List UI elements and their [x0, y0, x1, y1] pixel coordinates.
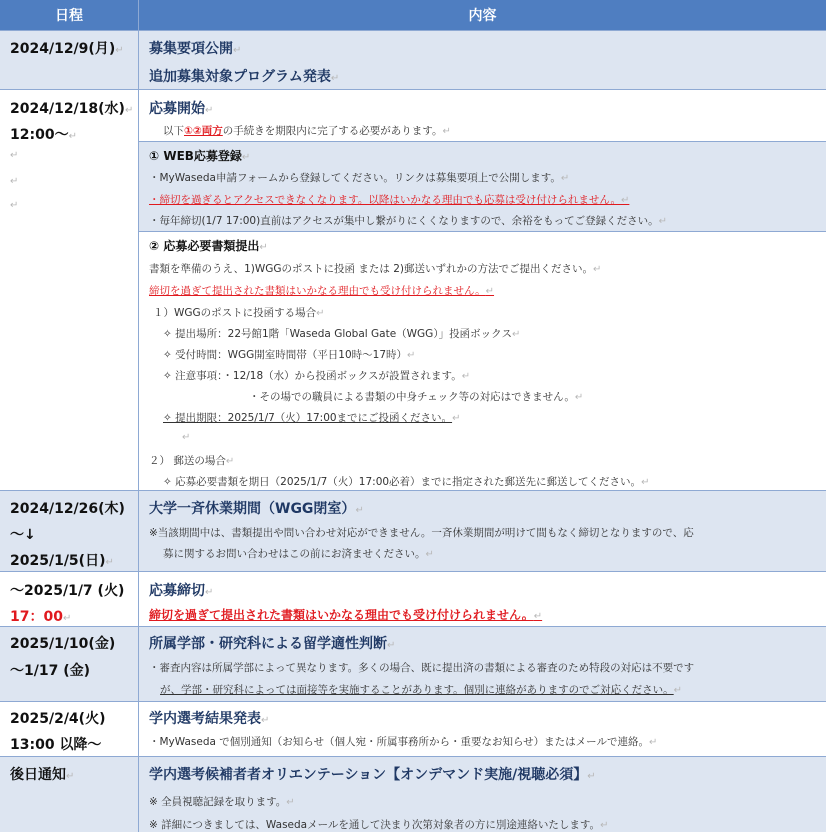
row2-title: 応募開始↵	[149, 101, 214, 117]
row5-date2: ～1/17 (金)	[10, 663, 91, 679]
row6-date1: 2025/2/4(火)	[10, 711, 106, 727]
web-line1: ・MyWaseda申請フォームから登録してください。リンクは募集要項上で公開します。↵	[149, 172, 570, 184]
row2-date1: 2024/12/18(水)↵	[10, 101, 134, 117]
divider	[0, 626, 826, 627]
row4-line1: 締切を過ぎて提出された書類はいかなる理由でも受け付けられません。↵	[149, 608, 543, 622]
doc-line2: 締切を過ぎて提出された書類はいかなる理由でも受け付けられません。↵	[149, 285, 495, 297]
row7-line1: ※ 全員視聴記録を取ります。↵	[149, 796, 295, 808]
web-line3: ・毎年締切(1/7 17:00)直前はアクセスが集中し繋がりにくくなりますので、余裕をもってご登録ください。↵	[149, 215, 668, 227]
web-line2: ・締切を過ぎるとアクセスできなくなります。以降はいかなる理由でも応募は受け付けられません。↵	[149, 194, 630, 206]
header-content	[139, 0, 826, 30]
row4-date2: 17：00↵	[10, 609, 72, 625]
row3-date3: 2025/1/5(日)↵	[10, 553, 114, 569]
doc-sub1: １）WGGのポストに投函する場合↵	[153, 307, 325, 319]
doc-sub2: ２） 郵送の場合↵	[149, 455, 235, 467]
header-content-label: 内容	[468, 8, 497, 24]
row2-intro: 以下①②両方の手続きを期限内に完了する必要があります。↵	[163, 125, 451, 137]
row4-date1: ～2025/1/7 (火)	[10, 583, 125, 599]
row5-date1: 2025/1/10(金)	[10, 636, 116, 652]
row6-date2: 13:00 以降～	[10, 737, 102, 753]
doc-sub1-a: ✧ 提出場所：22号館1階「Waseda Global Gate（WGG）」投函ボックス↵	[163, 328, 521, 340]
row3-date2: ～↓	[10, 527, 36, 543]
divider	[0, 30, 826, 31]
row7-title: 学内選考候補者者オリエンテーション【オンデマンド実施/視聴必須】↵	[149, 767, 596, 783]
row5-line2: が、学部・研究科によっては面接等を実施することがあります。個別に連絡がありますのでご対応ください。↵	[160, 684, 683, 696]
doc-sub1-d: ・その場での職員による書類の中身チェック等の対応はできません。↵	[249, 391, 584, 403]
row1-title2: 追加募集対象プログラム発表↵	[149, 69, 340, 85]
row3-date1: 2024/12/26(木)	[10, 501, 125, 517]
row3-line2: 募に関するお問い合わせはこの前にお済ませください。↵	[163, 548, 434, 560]
para-mark: ↵	[10, 150, 19, 161]
para-mark: ↵	[182, 432, 191, 443]
para-mark: ↵	[10, 200, 19, 211]
row3-line1: ※当該期間中は、書類提出や問い合わせ対応ができません。一斉休業期間が明けて間もなく締切となりますので、応	[149, 527, 694, 539]
row1-bg	[0, 31, 826, 89]
doc-sub2-a: ✧ 応募必要書類を期日（2025/1/7（火）17:00必着）までに指定された郵送先に郵送してください。↵	[163, 476, 650, 488]
para-mark: ↵	[10, 176, 19, 187]
row1-date: 2024/12/9(月)↵	[10, 41, 124, 57]
row3-title: 大学一斉休業期間（WGG閉室）↵	[149, 501, 364, 517]
row2-date2: 12:00～↵	[10, 127, 77, 143]
doc-sub1-b: ✧ 受付時間：WGG開室時間帯（平日10時～17時）↵	[163, 349, 416, 361]
divider	[0, 756, 826, 757]
row5-line1: ・審査内容は所属学部によって異なります。多くの場合、既に提出済の書類による審査のため特段の対応は不要です	[149, 662, 695, 674]
row7-date1: 後日通知↵	[10, 767, 75, 783]
divider	[0, 89, 826, 90]
divider	[139, 141, 826, 142]
divider	[139, 231, 826, 232]
divider	[0, 490, 826, 491]
row5-title: 所属学部・研究科による留学適性判断↵	[149, 636, 396, 652]
row6-title: 学内選考結果発表↵	[149, 711, 270, 727]
divider	[0, 701, 826, 702]
doc-sub1-c: ✧ 注意事項：・12/18（水）から投函ボックスが設置されます。↵	[163, 370, 471, 382]
row4-title: 応募締切↵	[149, 583, 214, 599]
row1-title1: 募集要項公開↵	[149, 41, 242, 57]
header-date	[0, 0, 138, 30]
row6-line1: ・MyWaseda で個別通知（お知らせ（個人宛・所属事務所から・重要なお知らせ）またはメールで連絡。↵	[149, 736, 658, 748]
header-date-label: 日程	[55, 8, 83, 24]
divider	[0, 571, 826, 572]
row7-line2: ※ 詳細につきましては、Wasedaメールを通して決まり次第対象者の方に別途連絡いたします。↵	[149, 819, 609, 831]
doc-sub1-e: ✧ 提出期限：2025/1/7（火）17:00までにご投函ください。↵	[163, 412, 461, 424]
column-divider	[138, 0, 139, 832]
doc-line1: 書類を準備のうえ、1)WGGのポストに投函 または 2)郵送いずれかの方法でご提出ください。↵	[149, 263, 602, 275]
web-title: ① WEB応募登録↵	[149, 149, 251, 163]
doc-title: ② 応募必要書類提出↵	[149, 239, 268, 253]
